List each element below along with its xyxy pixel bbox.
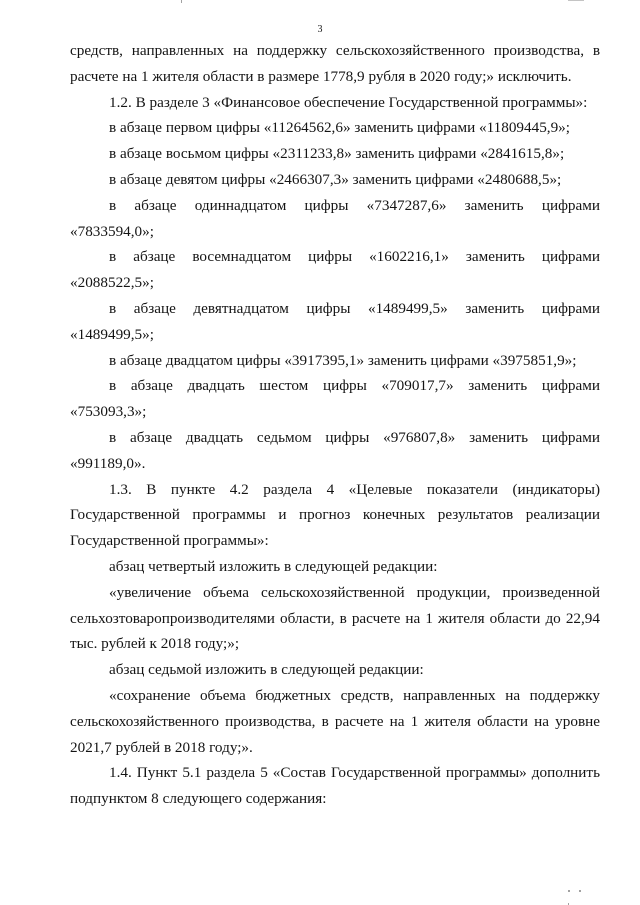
paragraph-amendment: в абзаце первом цифры «11264562,6» заменить цифрами «11809445,9»; — [109, 119, 570, 137]
paragraph-amendment: в абзаце восемнадцатом цифры «1602216,1» заменить цифрами «2088522,5»; — [70, 248, 600, 292]
paragraph-amendment: в абзаце одиннадцатом цифры «7347287,6» заменить цифрами «7833594,0»; — [70, 196, 600, 240]
document-body — [70, 38, 600, 812]
paragraph-section-1-4: 1.4. Пункт 5.1 раздела 5 «Состав Государственной программы» дополнить подпунктом 8 следующего содержания: — [70, 764, 600, 808]
paragraph-amendment: в абзаце девятом цифры «2466307,3» заменить цифрами «2480688,5»; — [109, 170, 562, 188]
scan-artifact — [568, 0, 584, 1]
paragraph-instruction: абзац четвертый изложить в следующей редакции: — [109, 557, 438, 575]
scan-artifact — [579, 890, 581, 892]
paragraph-amendment: в абзаце восьмом цифры «2311233,8» заменить цифрами «2841615,8»; — [109, 145, 565, 163]
scan-artifact — [568, 890, 570, 892]
paragraph-quoted-text: «увеличение объема сельскохозяйственной продукции, произведенной сельхозтоваропроизводителями области, в расчете на 1 жителя области до 22,94 тыс. рублей к 2018 году;»; — [70, 583, 600, 653]
paragraph-instruction: абзац седьмой изложить в следующей редакции: — [109, 661, 424, 679]
paragraph-amendment: в абзаце двадцать седьмом цифры «976807,8» заменить цифрами «991189,0». — [70, 428, 600, 472]
paragraph-section-1-3: 1.3. В пункте 4.2 раздела 4 «Целевые показатели (индикаторы) Государственной программы и прогноз конечных результатов реализации Государственной программы»: — [70, 480, 600, 550]
paragraph-amendment: в абзаце девятнадцатом цифры «1489499,5» заменить цифрами «1489499,5»; — [70, 299, 600, 343]
paragraph-section-1-2: 1.2. В разделе 3 «Финансовое обеспечение Государственной программы»: — [109, 93, 588, 111]
paragraph-continuation: средств, направленных на поддержку сельскохозяйственного производства, в расчете на 1 жителя области в размере 1778,9 рубля в 2020 году;» исключить. — [70, 42, 600, 85]
scan-artifact — [181, 0, 182, 3]
paragraph-amendment: в абзаце двадцатом цифры «3917395,1» заменить цифрами «3975851,9»; — [109, 351, 577, 369]
paragraph-quoted-text: «сохранение объема бюджетных средств, направленных на поддержку сельскохозяйственного производства, в расчете на 1 жителя области на уровне 2021,7 рублей в 2018 году;». — [70, 686, 600, 756]
page-number: 3 — [317, 24, 323, 35]
paragraph-amendment: в абзаце двадцать шестом цифры «709017,7» заменить цифрами «753093,3»; — [70, 377, 600, 421]
